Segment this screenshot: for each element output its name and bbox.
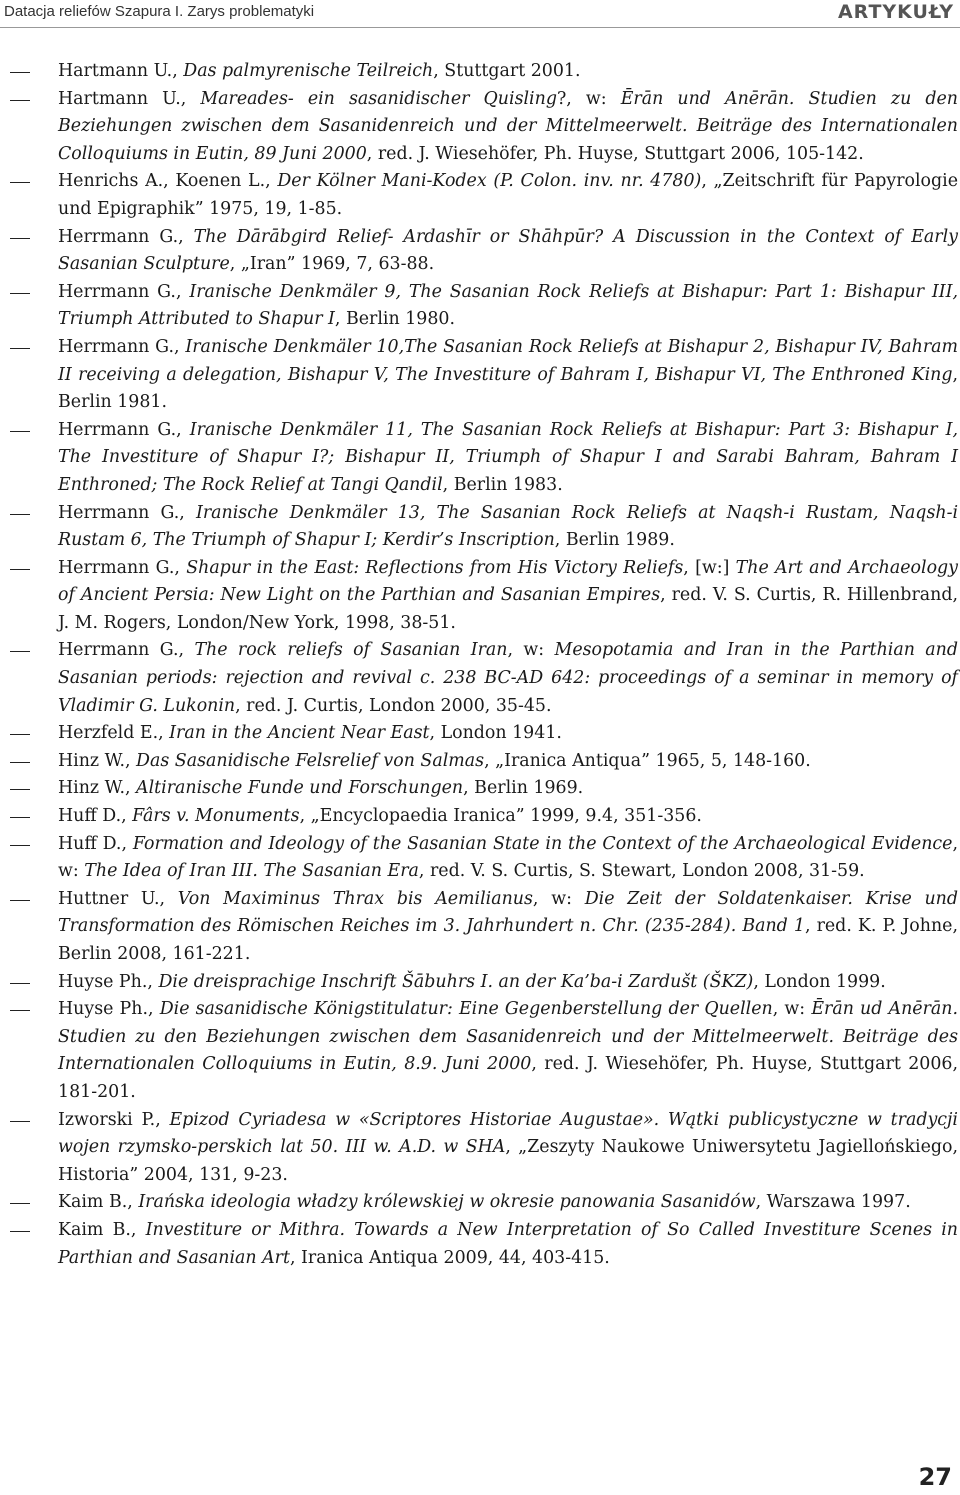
entry-text-segment: Huff D.: [58, 833, 122, 854]
entry-text-segment: , red. J. Curtis, London 2000, 35-45.: [235, 695, 552, 716]
entry-dash-marker: [10, 983, 30, 984]
entry-text-segment: ,: [155, 1109, 170, 1130]
section-label: ARTYKUŁY: [837, 1, 954, 23]
entry-text-segment: , w:: [532, 888, 585, 909]
entry-dash-marker: [10, 1121, 30, 1122]
entry-text-segment: , „Zeszyty Naukowe Uniwersytetu Jagiellońskiego, Historia” 2004, 131, 9-23.: [58, 1137, 958, 1185]
entry-text: [58, 996, 958, 1106]
entry-text-segment: Hinz W.: [58, 750, 125, 771]
bibliography-entry: [0, 279, 958, 334]
entry-text-segment: ,: [148, 999, 160, 1020]
entry-title-italic: The Art and Archaeology of Ancient Persia: New Light on the Parthian and Sasanian Empires: [58, 557, 959, 606]
entry-title-italic: Ērān ud Anērān. Studien zu den Beziehungen zwischen dem Sasanidenreich und der Mittelmeerwelt. Beiträge des Internationalen Colloquiums in Eutin, 8.9. Juni 2000: [58, 999, 958, 1075]
entry-text-segment: ,: [158, 723, 170, 744]
entry-title-italic: Mesopotamia and Iran in the Parthian and Sasanian periods: rejection and revival c. 238 BC-AD 642: proceedings of a seminar in memory of Vladimir G. Lukonin: [58, 640, 958, 716]
bibliography-entry: [0, 1107, 958, 1190]
entry-text-segment: ,: [127, 1192, 139, 1213]
entry-text-segment: , Stuttgart 2001.: [433, 61, 581, 81]
entry-text-segment: ,: [174, 557, 187, 578]
bibliography-entry: [0, 334, 958, 417]
entry-text: [58, 500, 958, 555]
entry-dash-marker: [10, 293, 30, 294]
entry-text: [58, 969, 958, 997]
bibliography-entry: [0, 58, 958, 86]
entry-text-segment: Herrmann G.: [58, 336, 174, 357]
entry-title-italic: Iranische Denkmäler 11, The Sasanian Rock Reliefs at Bishapur: Part 3: Bishapur I, The Investiture of Shapur I?; Bishapur II, Triumph of Shapur I and Sarabi Bahram, Bahram I Enthroned; The Rock Relief at Tangi Qandil: [58, 419, 958, 495]
entry-title-italic: Die Zeit der Soldatenkaiser. Krise und Transformation des Römischen Reiches im 3. Jahrhundert n. Chr. (235-284). Band 1: [58, 888, 959, 937]
bibliography-entry: [0, 86, 958, 169]
bibliography-entry: [0, 555, 958, 638]
entry-text-segment: , Berlin 1981.: [58, 364, 958, 413]
entry-dash-marker: [10, 1010, 30, 1011]
entry-text: [58, 748, 958, 776]
entry-dash-marker: [10, 72, 30, 73]
entry-text-segment: ,: [178, 226, 194, 247]
entry-dash-marker: [10, 1231, 30, 1232]
running-title: Datacja reliefów Szapura I. Zarys problematyki: [4, 3, 315, 20]
entry-text: [58, 417, 958, 500]
entry-text-segment: , Berlin 1983.: [442, 474, 563, 495]
entry-title-italic: Von Maximinus Thrax bis Aemilianus: [177, 888, 533, 909]
entry-text-segment: Huyse Ph.: [58, 999, 148, 1020]
entry-text-segment: Henrichs A., Koenen L.: [58, 171, 266, 192]
entry-text: [58, 279, 958, 334]
bibliography-entry: [0, 1217, 958, 1272]
entry-text-segment: ,: [175, 281, 190, 302]
entry-title-italic: Iranische Denkmäler 10,The Sasanian Rock Reliefs at Bishapur 2, Bishapur IV, Bahram II receiving a delegation, Bishapur V, The Investiture of Bahram I, Bishapur VI, The Enthroned King: [58, 336, 959, 385]
bibliography-entry: [0, 224, 958, 279]
bibliography-entry: [0, 831, 958, 886]
entry-dash-marker: [10, 789, 30, 790]
entry-text-segment: , Berlin 1989.: [554, 530, 675, 551]
entry-text-segment: ,: [121, 833, 133, 854]
entry-text-segment: Herrmann G.: [58, 502, 180, 523]
entry-title-italic: The Idea of Iran III. The Sasanian Era: [84, 861, 419, 882]
header-rule: [0, 27, 960, 28]
entry-text-segment: , w:: [58, 833, 958, 882]
entry-text-segment: ,: [173, 336, 186, 357]
entry-text-segment: Herrmann G.: [58, 640, 179, 661]
entry-text: [58, 831, 958, 886]
entry-text-segment: , „Iranica Antiqua” 1965, 5, 148-160.: [484, 750, 811, 771]
entry-text-segment: ,: [159, 888, 178, 909]
bibliography-entry: [0, 886, 958, 969]
entry-text: [58, 555, 958, 638]
running-header: [0, 0, 960, 30]
entry-text-segment: ,: [124, 750, 137, 771]
entry-text: [58, 886, 958, 969]
entry-text-segment: Huttner U.: [58, 888, 160, 909]
entry-text-segment: , red. J. Wiesehöfer, Ph. Huyse, Stuttgart 2006, 105-142.: [366, 143, 864, 164]
entry-text-segment: ,: [176, 419, 190, 440]
entry-text-segment: , [w:]: [683, 557, 736, 578]
entry-title-italic: The Dārābgird Relief- Ardashīr or Shāhpūr? A Discussion in the Context of Early Sasanian Sculpture: [58, 226, 958, 275]
entry-text-segment: ,: [124, 778, 137, 799]
bibliography-entry: [0, 803, 958, 831]
entry-text-segment: , red. V. S. Curtis, R. Hillenbrand, J. M. Rogers, London/New York, 1998, 38-51.: [58, 585, 958, 633]
entry-dash-marker: [10, 348, 30, 349]
entry-text-segment: , „Iran” 1969, 7, 63-88.: [229, 254, 435, 275]
entry-text: [58, 86, 958, 169]
entry-text: [58, 803, 958, 831]
entry-title-italic: Irańska ideologia władzy królewskiej w okresie panowania Sasanidów: [138, 1192, 756, 1213]
entry-text-segment: Huyse Ph.: [58, 971, 148, 992]
entry-text-segment: , red. V. S. Curtis, S. Stewart, London 2008, 31-59.: [418, 861, 865, 882]
bibliography-entry: [0, 748, 958, 776]
entry-text-segment: Herrmann G.: [58, 226, 179, 247]
entry-title-italic: Die sasanidische Königstitulatur: Eine Gegenberstellung der Quellen: [159, 999, 773, 1020]
entry-text-segment: ,: [178, 640, 195, 661]
bibliography-entry: [0, 775, 958, 803]
entry-text-segment: , Iranica Antiqua 2009, 44, 403-415.: [289, 1247, 610, 1268]
entry-title-italic: Iran in the Ancient Near East: [169, 723, 430, 744]
bibliography-entry: [0, 500, 958, 555]
entry-dash-marker: [10, 845, 30, 846]
entry-text-segment: Hinz W.: [58, 778, 125, 799]
entry-text-segment: ,: [121, 806, 133, 827]
entry-text: [58, 58, 958, 86]
entry-text: [58, 1217, 958, 1272]
entry-text-segment: ,: [147, 971, 159, 992]
entry-title-italic: Der Kölner Mani-Kodex (P. Colon. inv. nr. 4780): [277, 171, 702, 192]
bibliography-entry: [0, 417, 958, 500]
entry-dash-marker: [10, 817, 30, 818]
entry-text: [58, 1107, 958, 1190]
entry-text-segment: Herrmann G.: [58, 419, 177, 440]
entry-text-segment: Izworski P.: [58, 1109, 156, 1130]
entry-text: [58, 775, 958, 803]
entry-title-italic: Fârs v. Monuments: [132, 806, 300, 827]
entry-text-segment: Herrmann G.: [58, 281, 176, 302]
entry-title-italic: The rock reliefs of Sasanian Iran: [194, 640, 508, 661]
entry-text-segment: ,: [179, 502, 196, 523]
entry-title-italic: Das Sasanidische Felsrelief von Salmas: [136, 750, 485, 771]
entry-text-segment: Kaim B.: [58, 1192, 128, 1213]
entry-text-segment: , London 1941.: [429, 723, 562, 744]
entry-text-segment: Hartmann U.: [58, 88, 181, 109]
entry-text-segment: , London 1999.: [753, 971, 886, 992]
entry-text-segment: , „Encyclopaedia Iranica” 1999, 9.4, 351-356.: [299, 806, 702, 827]
entry-dash-marker: [10, 734, 30, 735]
entry-title-italic: Das palmyrenische Teilreich: [183, 61, 434, 81]
bibliography-entry: [0, 1189, 958, 1217]
entry-dash-marker: [10, 569, 30, 570]
entry-dash-marker: [10, 182, 30, 183]
entry-text: [58, 334, 958, 417]
entry-text-segment: ,: [265, 171, 278, 192]
entry-text-segment: , red. K. P. Johne, Berlin 2008, 161-221.: [58, 916, 958, 964]
entry-dash-marker: [10, 900, 30, 901]
page-number: 27: [918, 1463, 952, 1491]
entry-title-italic: Formation and Ideology of the Sasanian State in the Context of the Archaeological Evidence: [132, 833, 953, 854]
bibliography-entry: [0, 168, 958, 223]
entry-text-segment: Herrmann G.: [58, 557, 175, 578]
entry-text-segment: ,: [172, 61, 184, 81]
entry-title-italic: Iranische Denkmäler 9, The Sasanian Rock Reliefs at Bishapur: Part 1: Bishapur III, Triumph Attributed to Shapur I: [58, 281, 959, 330]
entry-text-segment: , w:: [507, 640, 555, 661]
bibliography-list: [0, 58, 958, 1272]
entry-title-italic: Investiture or Mithra. Towards a New Interpretation of So Called Investiture Scenes in Parthian and Sasanian Art: [58, 1219, 958, 1268]
entry-title-italic: Mareades- ein sasanidischer Quisling: [200, 88, 557, 109]
bibliography-entry: [0, 720, 958, 748]
entry-text-segment: Herzfeld E.: [58, 723, 159, 744]
entry-dash-marker: [10, 238, 30, 239]
entry-dash-marker: [10, 651, 30, 652]
entry-text: [58, 720, 958, 748]
entry-dash-marker: [10, 1203, 30, 1204]
entry-text-segment: ,: [130, 1219, 146, 1240]
bibliography-entry: [0, 996, 958, 1106]
entry-title-italic: Shapur in the East: Reflections from His Victory Reliefs: [186, 557, 684, 578]
entry-text-segment: Hartmann U.: [58, 61, 173, 81]
entry-text-segment: , „Zeitschrift für Papyrologie und Epigraphik” 1975, 19, 1-85.: [58, 171, 958, 219]
bibliography-entry: [0, 969, 958, 997]
entry-text-segment: , Berlin 1980.: [334, 309, 456, 330]
entry-title-italic: Die dreisprachige Inschrift Šābuhrs I. an der Ka’ba-i Zardušt (ŠKZ): [158, 971, 754, 992]
entry-text-segment: ?, w:: [556, 88, 621, 109]
entry-text: [58, 224, 958, 279]
entry-title-italic: Iranische Denkmäler 13, The Sasanian Rock Reliefs at Naqsh-i Rustam, Naqsh-i Rustam 6, The Triumph of Shapur I; Kerdir’s Inscription: [58, 502, 959, 551]
entry-dash-marker: [10, 100, 30, 101]
entry-dash-marker: [10, 514, 30, 515]
entry-text-segment: , Warszawa 1997.: [755, 1192, 911, 1213]
entry-text: [58, 1189, 958, 1217]
entry-title-italic: Ērān und Anērān. Studien zu den Beziehungen zwischen dem Sasanidenreich und der Mittelmeerwelt. Beiträge des Internationalen Colloquiums in Eutin, 89 Juni 2000: [58, 88, 958, 164]
entry-text-segment: , red. J. Wiesehöfer, Ph. Huyse, Stuttgart 2006, 181-201.: [58, 1054, 958, 1102]
entry-dash-marker: [10, 431, 30, 432]
entry-text: [58, 637, 958, 720]
entry-title-italic: Altiranische Funde und Forschungen: [136, 778, 464, 799]
entry-text-segment: , w:: [772, 999, 812, 1020]
entry-text: [58, 168, 958, 223]
entry-text-segment: , Berlin 1969.: [463, 778, 584, 799]
entry-text-segment: Huff D.: [58, 806, 122, 827]
entry-text-segment: Kaim B.: [58, 1219, 131, 1240]
bibliography-entry: [0, 637, 958, 720]
entry-dash-marker: [10, 762, 30, 763]
entry-text-segment: ,: [180, 88, 201, 109]
entry-title-italic: Epizod Cyriadesa w «Scriptores Historiae Augustae». Wątki publicystyczne w tradycji wojen rzymsko-perskich lat 50. III w. A.D. w SHA: [58, 1109, 958, 1158]
